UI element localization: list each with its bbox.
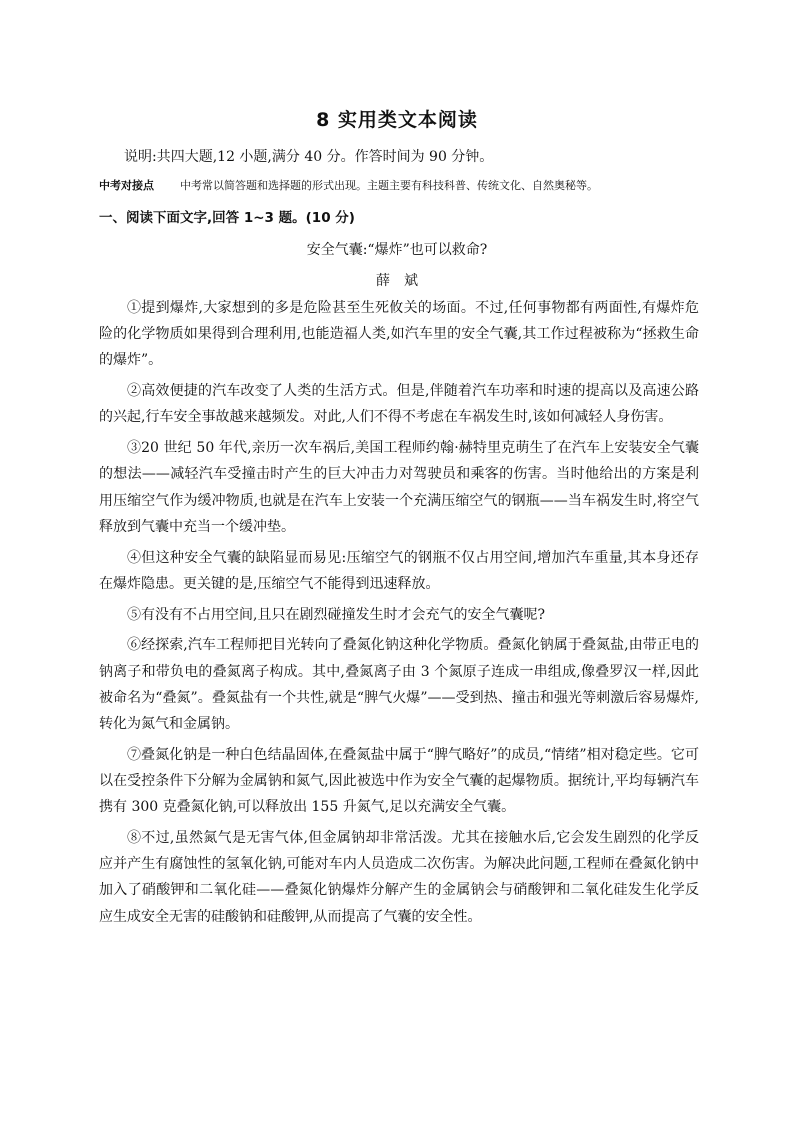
paragraph-3: ③20 世纪 50 年代,亲历一次车祸后,美国工程师约翰·赫特里克萌生了在汽车上安装安全气囊的想法——减轻汽车受撞击时产生的巨大冲击力对驾驶员和乘客的伤害。当时他给出的方案是利用压缩空气作为缓冲物质,也就是在汽车上安装一个充满压缩空气的钢瓶——当车祸发生时,将空气释放到气囊中充当一个缓冲垫。 [99, 440, 699, 535]
paragraph-5: ⑤有没有不占用空间,且只在剧烈碰撞发生时才会充气的安全气囊呢? [127, 606, 545, 623]
paragraph-4: ④但这种安全气囊的缺陷显而易见:压缩空气的钢瓶不仅占用空间,增加汽车重量,其本身还存在爆炸隐患。更关键的是,压缩空气不能得到迅速释放。 [99, 549, 699, 592]
article-title: 安全气囊:“爆炸”也可以救命? [306, 242, 488, 258]
paragraph-6: ⑥经探索,汽车工程师把目光转向了叠氮化钠这种化学物质。叠氮化钠属于叠氮盐,由带正电的钠离子和带负电的叠氮离子构成。其中,叠氮离子由 3 个氮原子连成一串组成,像叠罗汉一样,因此被命名为“叠氮”。叠氮盐有一个共性,就是“脾气火爆”——受到热、撞击和强光等刺激后容易爆炸,转化为氮气和金属钠。 [99, 637, 699, 733]
paragraph-2: ②高效便捷的汽车改变了人类的生活方式。但是,伴随着汽车功率和时速的提高以及高速公路的兴起,行车安全事故越来越频发。对此,人们不得不考虑在车祸发生时,该如何减轻人身伤害。 [99, 383, 699, 426]
exam-point-label: 中考对接点 [99, 179, 154, 192]
paragraph-1: ①提到爆炸,大家想到的多是危险甚至生死攸关的场面。不过,任何事物都有两面性,有爆炸危险的化学物质如果得到合理利用,也能造福人类,如汽车里的安全气囊,其工作过程被称为“拯救生命的爆炸”。 [99, 300, 699, 369]
exam-point-text: 中考常以简答题和选择题的形式出现。主题主要有科技科普、传统文化、自然奥秘等。 [180, 179, 598, 192]
section-heading: 一、阅读下面文字,回答 1~3 题。(10 分) [99, 210, 355, 226]
exam-point-note [99, 177, 719, 193]
paragraph-7: ⑦叠氮化钠是一种白色结晶固体,在叠氮盐中属于“脾气略好”的成员,“情绪”相对稳定些。它可以在受控条件下分解为金属钠和氮气,因此被选中作为安全气囊的起爆物质。据统计,平均每辆汽车携有 300 克叠氮化钠,可以释放出 155 升氮气,足以充满安全气囊。 [99, 746, 699, 816]
article-body [99, 295, 699, 934]
page-title: 8 实用类文本阅读 [316, 109, 478, 131]
article-author: 薛斌 [376, 273, 432, 289]
exam-instructions: 说明:共四大题,12 小题,满分 40 分。作答时间为 90 分钟。 [124, 149, 494, 165]
paragraph-8: ⑧不过,虽然氮气是无害气体,但金属钠却非常活泼。尤其在接触水后,它会发生剧烈的化学反应并产生有腐蚀性的氢氧化钠,可能对车内人员造成二次伤害。为解决此问题,工程师在叠氮化钠中加入了硝酸钾和二氧化硅——叠氮化钠爆炸分解产生的金属钠会与硝酸钾和二氧化硅发生化学反应生成安全无害的硅酸钠和硅酸钾,从而提高了气囊的安全性。 [99, 830, 699, 925]
